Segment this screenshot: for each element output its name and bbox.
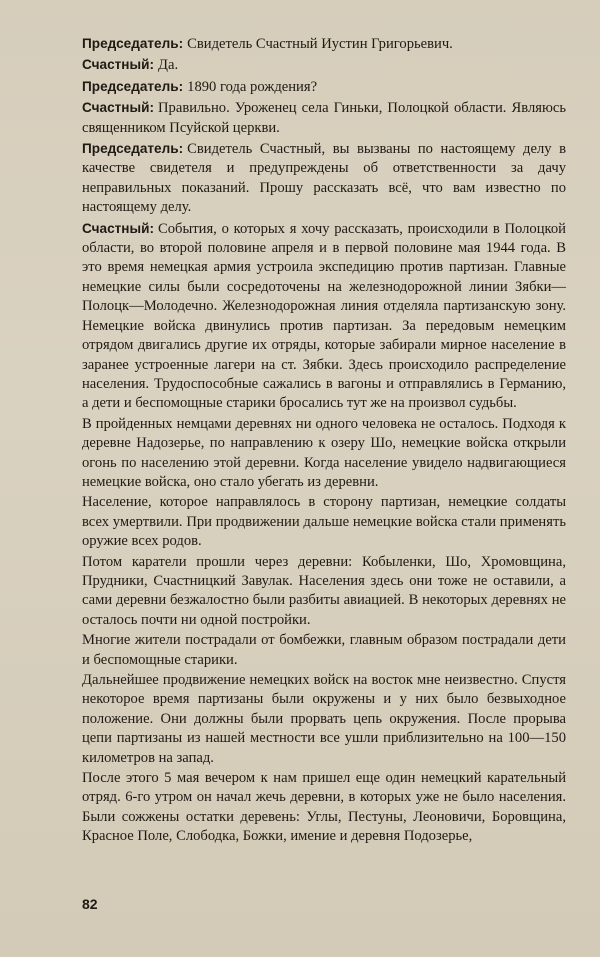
paragraph-11 (82, 671, 566, 768)
speaker-label: Счастный: (82, 100, 155, 116)
speaker-label: Председатель: (82, 36, 184, 51)
paragraph-9 (82, 553, 566, 631)
paragraph-2 (82, 55, 566, 75)
page-number: 82 (82, 896, 98, 912)
paragraph-text: Да. (158, 57, 179, 74)
paragraph-text: Правильно. Уроженец села Гиньки, Полоцкой области. Являюсь священником Псуйской церкви. (82, 100, 566, 136)
paragraph-5 (82, 139, 566, 218)
paragraph-text: Население, которое направлялось в сторону партизан, немецкие солдаты всех умертвили. При продвижении дальше немецкие войска стали применять оружие всех родов. (82, 494, 566, 550)
paragraph-10 (82, 631, 566, 670)
paragraph-12 (82, 769, 566, 847)
paragraph-text: 1890 года рождения? (187, 78, 318, 95)
paragraph-text: Свидетель Счастный, вы вызваны по настоящему делу в качестве свидетеля и предупреждены об ответственности за дачу неправильных показаний. Прошу рассказать всё, что вам известно по настоящему делу. (82, 141, 566, 216)
paragraph-text: Потом каратели прошли через деревни: Кобыленки, Шо, Хромовщина, Прудники, Счастницкий Завулак. Населения здесь они тоже не оставили, а сами деревни безжалостно были разбиты авиацией. В некоторых деревнях не осталось почти ни одной постройки. (82, 553, 566, 628)
paragraph-3 (82, 77, 566, 97)
paragraph-text: Дальнейшее продвижение немецких войск на восток мне неизвестно. Спустя некоторое время партизаны были окружены и у них было безвыходное положение. Они должны были прорвать цепь окружения. После прорыва цепи партизаны из нашей местности все ушли приблизительно на 100—150 километров на запад. (82, 672, 566, 766)
paragraph-text: В пройденных немцами деревнях ни одного человека не осталось. Подходя к деревне Надозерье, по направлению к озеру Шо, немецкие войска открыли огонь по населению этой деревни. Когда население увидело надвигающиеся немецкие войска, оно стало убегать из деревни. (82, 415, 566, 490)
paragraph-4 (82, 98, 566, 138)
paragraph-text: Свидетель Счастный Иустин Григорьевич. (187, 36, 453, 52)
paragraph-text: После этого 5 мая вечером к нам пришел еще один немецкий карательный отряд. 6-го утром он начал жечь деревни, в которых уже не было населения. Были сожжены остатки деревень: Углы, Пестуны, Леоновичи, Боровщина, Красное Поле, Слободка, Божки, имение и деревня Подозерье, (82, 770, 566, 845)
speaker-label: Счастный: (82, 57, 155, 73)
speaker-label: Председатель: (82, 78, 184, 94)
transcript-body (82, 34, 566, 848)
paragraph-7 (82, 415, 566, 493)
paragraph-text: Многие жители пострадали от бомбежки, главным образом пострадали дети и беспомощные старики. (82, 632, 566, 668)
paragraph-text: События, о которых я хочу рассказать, происходили в Полоцкой области, во второй половине апреля и в первой половине мая 1944 года. В это время немецкая армия устроила экспедицию против партизан. Главные немецкие силы были сосредоточены на железнодорожной линии Зябки—Полоцк—Молодечно. Железнодорожная линия отделяла партизанскую зону. Немецкие войска двинулись против партизан. За передовым немецким отрядом двигались другие их отряды, которые забирали мирное население в заранее устроенные лагери на ст. Зябки. Здесь происходило распределение населения. Трудоспособные сажались в вагоны и отправлялись в Германию, а дети и беспомощные старики бросались тут же на произвол судьбы. (82, 220, 566, 412)
paragraph-8 (82, 493, 566, 551)
speaker-label: Председатель: (82, 141, 184, 157)
paragraph-6 (82, 219, 566, 414)
paragraph-1 (82, 34, 566, 54)
speaker-label: Счастный: (82, 220, 155, 236)
